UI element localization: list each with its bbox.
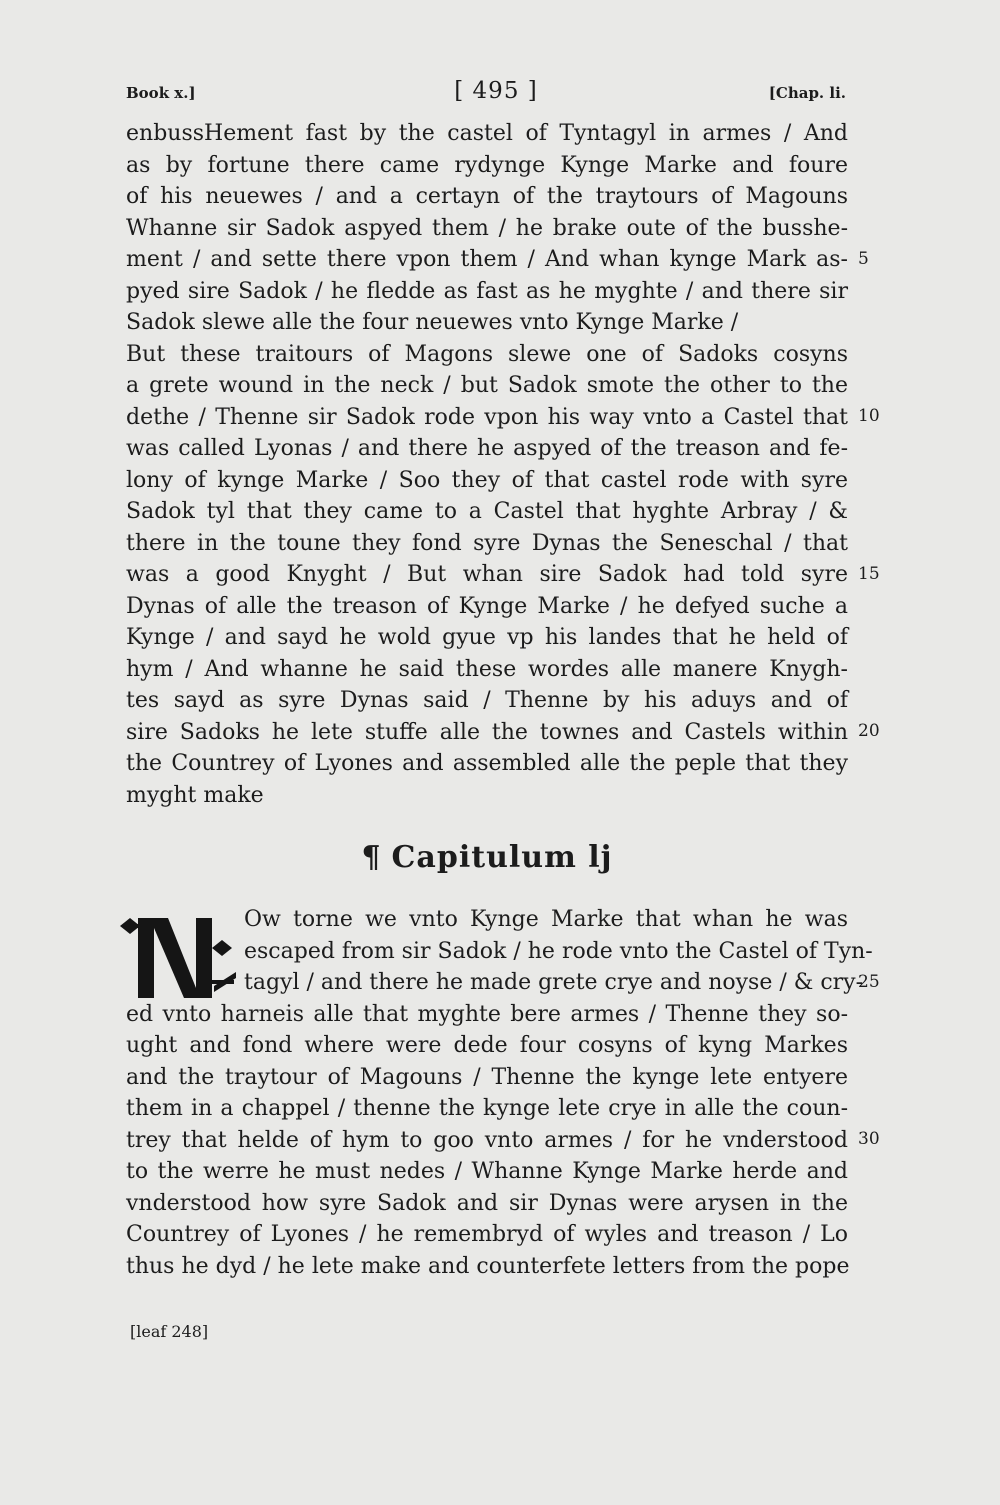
text-line: trey that helde of hym to goo vnto armes / for he vnderstood: [126, 1127, 848, 1153]
text-line: ught and fond where were dede four cosyns of kyng Markes: [126, 1033, 848, 1058]
text-line: them in a chappel / thenne the kynge lete crye in alle the coun-: [126, 1096, 848, 1121]
line-number: 30: [858, 1129, 880, 1149]
text-line: a grete wound in the neck / but Sadok smote the other to the: [126, 373, 848, 398]
text-line: myght make: [126, 782, 264, 808]
text-line: But these traitours of Magons slewe one of Sadoks cosyns: [126, 341, 848, 367]
text-line: Sadok slewe alle the four neuewes vnto Kynge Marke /: [126, 310, 739, 335]
text-line: was called Lyonas / and there he aspyed of the treason and fe-: [126, 436, 848, 461]
line-number: 15: [858, 564, 880, 584]
running-head-chapter: [Chap. li.: [768, 84, 846, 102]
text-line: lony of kynge Marke / Soo they of that castel rode with syre: [126, 467, 848, 493]
chapter-heading: [126, 840, 848, 880]
text-line: was a good Knyght / But whan sire Sadok had told syre: [126, 562, 848, 587]
text-line: Dynas of alle the treason of Kynge Marke / he defyed suche a: [126, 593, 848, 619]
text-line: Kynge / and sayd he wold gyue vp his landes that he held of: [126, 625, 848, 650]
running-head: [126, 78, 846, 112]
text-line: Sadok tyl that they came to a Castel that hyghte Arbray / &: [126, 499, 848, 524]
text-line: enbussHement fast by the castel of Tyntagyl in armes / And: [126, 121, 848, 146]
text-line: to the werre he must nedes / Whanne Kynge Marke herde and: [126, 1159, 848, 1184]
text-line: Whanne sir Sadok aspyed them / he brake oute of the busshe-: [126, 215, 848, 241]
text-line: as by fortune there came rydynge Kynge Marke and foure: [126, 152, 848, 178]
text-line: tes sayd as syre Dynas said / Thenne by his aduys and of: [126, 688, 848, 713]
page-number: [ 495 ]: [454, 78, 538, 104]
text-line: sire Sadoks he lete stuffe alle the townes and Castels within: [126, 719, 848, 745]
text-line: pyed sire Sadok / he fledde as fast as he myghte / and there sir: [126, 278, 848, 304]
text-line: there in the toune they fond syre Dynas the Seneschal / that: [126, 530, 848, 556]
line-number: 20: [858, 721, 880, 741]
line-number: 5: [858, 249, 869, 269]
line-number: 25: [858, 972, 880, 992]
body-text: [126, 118, 848, 811]
text-line: of his neuewes / and a certayn of the traytours of Magouns: [126, 184, 848, 209]
text-line: vnderstood how syre Sadok and sir Dynas were arysen in the: [126, 1190, 848, 1216]
text-line: tagyl / and there he made grete crye and noyse / & cry-: [244, 970, 864, 995]
text-line: thus he dyd / he lete make and counterfete letters from the pope: [126, 1253, 850, 1279]
running-head-book: Book x.]: [126, 84, 196, 102]
text-line: ment / and sette there vpon them / And whan kynge Mark as-: [126, 247, 848, 272]
text-line: hym / And whanne he said these wordes alle manere Knygh-: [126, 656, 848, 682]
text-line: dethe / Thenne sir Sadok rode vpon his way vnto a Castel that: [126, 404, 848, 430]
text-line: escaped from sir Sadok / he rode vnto the Castel of Tyn-: [244, 938, 873, 964]
leaf-note: [leaf 248]: [130, 1322, 209, 1341]
text-line: the Countrey of Lyones and assembled alle the peple that they: [126, 751, 848, 776]
text-line: Countrey of Lyones / he remembryd of wyles and treason / Lo: [126, 1222, 848, 1247]
text-line: Ow torne we vnto Kynge Marke that whan he was: [244, 907, 848, 932]
chapter-title: Capitulum lj: [391, 840, 613, 875]
pilcrow-icon: ¶: [361, 840, 382, 875]
text-line: ed vnto harneis alle that myghte bere armes / Thenne they so-: [126, 1001, 848, 1027]
line-number: 10: [858, 406, 880, 426]
text-line: and the traytour of Magouns / Thenne the kynge lete entyere: [126, 1064, 848, 1090]
